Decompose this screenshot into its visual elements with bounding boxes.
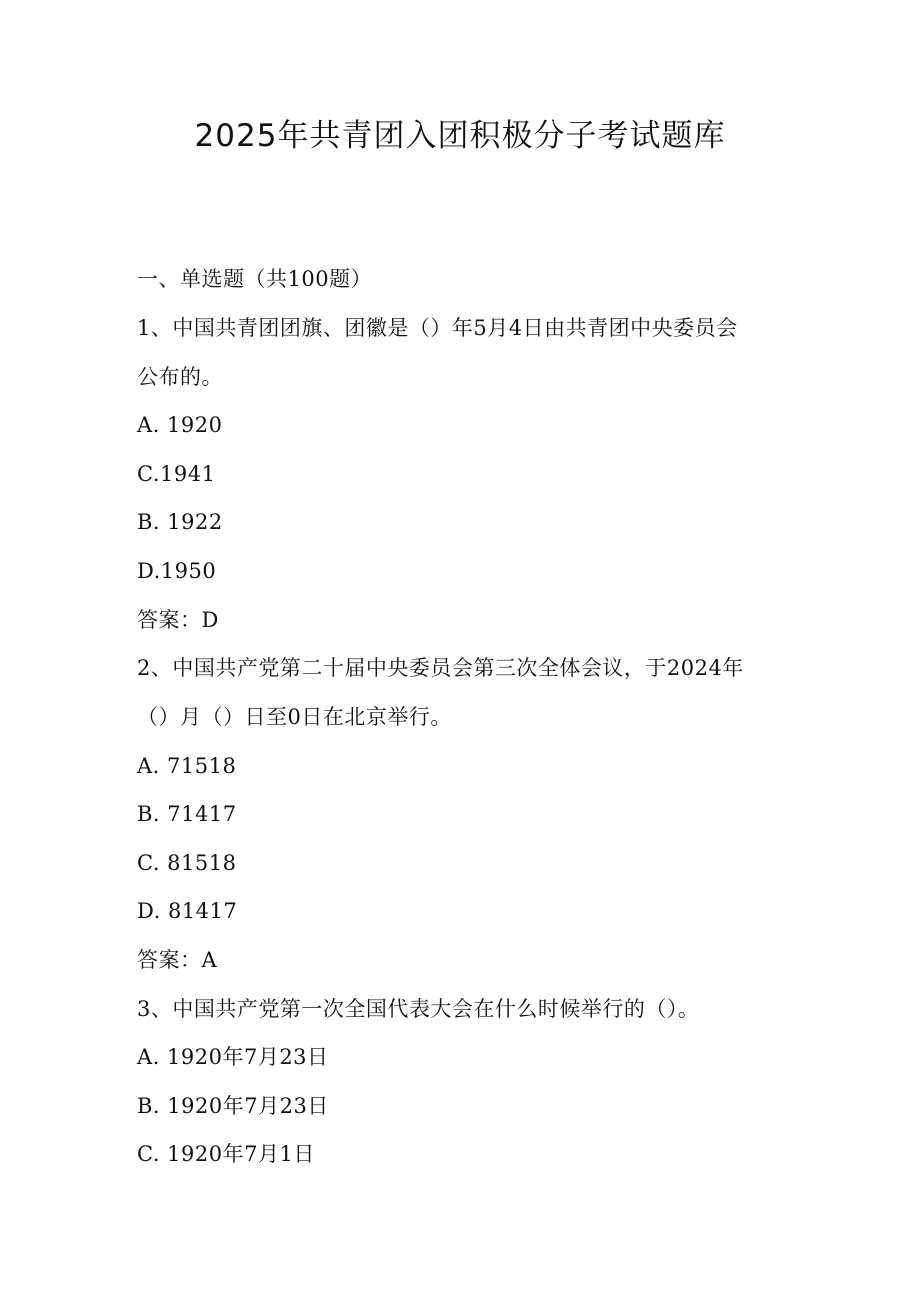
question-1-option: A. 1920 [137,413,223,437]
question-2-option: B. 71417 [137,802,237,826]
question-3-option: C. 1920年7月1日 [137,1142,315,1166]
document-title: 2025年共青团入团积极分子考试题库 [194,118,726,154]
question-1-option: C.1941 [137,462,216,486]
question-1-stem-line-2: 公布的。 [137,365,223,389]
question-1-stem-line-1: 1、中国共青团团旗、团徽是（）年5月4日由共青团中央委员会 [137,316,738,340]
question-2-answer: 答案：A [137,948,218,972]
question-3-stem: 3、中国共产党第一次全国代表大会在什么时候举行的（）。 [137,997,700,1021]
question-1-option: B. 1922 [137,510,223,534]
question-1-option: D.1950 [137,559,217,583]
question-1-answer: 答案：D [137,608,219,632]
section-heading: 一、单选题（共100题） [137,267,373,291]
question-2-option: D. 81417 [137,899,238,923]
question-2-stem-line-2: （）月（）日至0日在北京举行。 [137,705,452,729]
question-2-option: A. 71518 [137,754,237,778]
question-3-option: A. 1920年7月23日 [137,1045,329,1069]
question-2-option: C. 81518 [137,851,237,875]
question-3-option: B. 1920年7月23日 [137,1094,329,1118]
question-2-stem-line-1: 2、中国共产党第二十届中央委员会第三次全体会议，于2024年 [137,656,744,680]
